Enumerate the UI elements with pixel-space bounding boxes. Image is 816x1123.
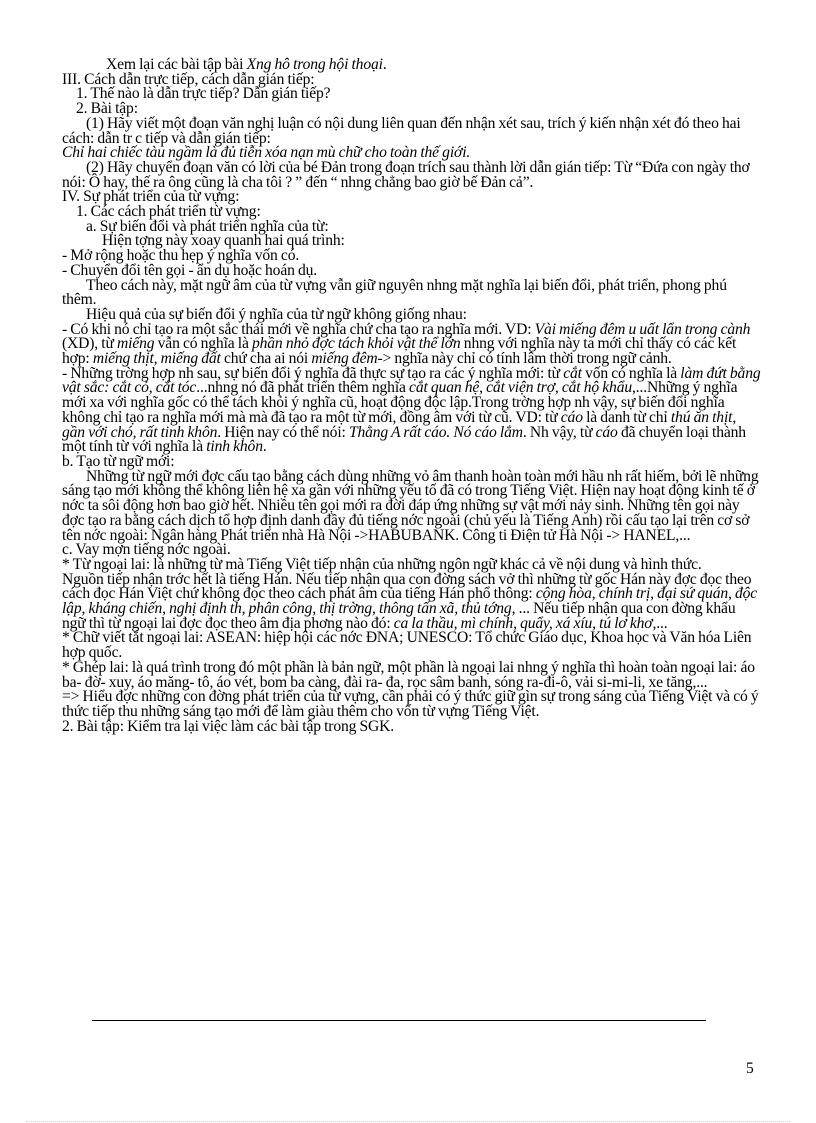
- document-body: [62, 58, 762, 734]
- page-number: 5: [746, 1060, 754, 1077]
- paragraph: Hiệu quả của sự biến đổi ý nghĩa của từ ngữ không giống nhau:: [86, 305, 467, 323]
- bullet-paragraph: - Những trờng hợp nh sau, sự biến đổi ý nghĩa đã thực sự tạo ra các ý nghĩa mới: từ cắt vốn có nghĩa là làm đứt bằng vật sắc: cắt cỏ, cắt tóc...nhng nó đã phát triển thêm nghĩa cắt quan hệ, cắt viện trợ, cắt hộ khẩu,...Những ý nghĩa mới xa với nghĩa gốc có thể tách khỏi ý nghĩa cũ, hoạt động độc lập.Trong trờng hợp nh vậy, sự biến đổi nghĩa không chỉ tạo ra nghĩa mới mà mà đã tạo ra một từ mới, đồng âm với từ cũ. VD: từ cáo là danh từ chỉ thú ăn thịt, gần với chó, rất tinh khôn. Hiện nay có thể nói: Thằng A rất cáo. Nó cáo lắm. Nh vậy, từ cáo đã chuyển loại thành một tính từ với nghĩa là tinh khôn.: [62, 364, 761, 456]
- exercise-1: (1) Hãy viết một đoạn văn nghị luận có nội dung liên quan đến nhận xét sau, trích ý kiến nhận xét đó theo hai cách: dẫn tr c tiếp và dẫn gián tiếp:: [62, 114, 741, 147]
- subheading-a: a. Sự biến đổi và phát triển nghĩa của từ:: [86, 217, 329, 235]
- bullet-item: - Chuyển đổi tên gọi - ẩn dụ hoặc hoán dụ.: [62, 261, 318, 279]
- paragraph: * Từ ngoại lai: là những từ mà Tiếng Việt tiếp nhận của những ngôn ngữ khác cả về nội dung và hình thức.: [62, 555, 702, 573]
- subheading-1: 1. Các cách phát triển từ vựng:: [76, 203, 261, 221]
- paragraph: * Ghép lai: là quá trình trong đó một phần là bản ngữ, một phần là ngoại lai nhng ý nghĩa thì hoàn toàn ngoại lai: áo ba- đờ- xuy, áo măng- tô, áo vét, bom ba càng, đài ra- đa, rọc sâm banh, sóng ra-đi-ô, vải si-mi-li, xe tăng,...: [62, 658, 755, 691]
- subheading-c: c. Vay mợn tiếng nớc ngoài.: [62, 541, 231, 559]
- exercise-heading: 2. Bài tập:: [76, 100, 138, 118]
- heading-III: III. Cách dẫn trực tiếp, cách dẫn gián tiếp:: [62, 70, 315, 88]
- exercise-2: (2) Hãy chuyển đoạn văn có lời của bé Đản trong đoạn trích sau thành lời dẫn gián tiếp: Từ “Đứa con ngày thơ nói: Ô hay, thế ra ông cũng là cha tôi ? ” đến “ nhng chẳng bao giờ bế Đản cả”.: [62, 158, 750, 191]
- review-line: Xem lại các bài tập bài Xng hô trong hội thoại.: [106, 56, 387, 73]
- question-1: 1. Thế nào là dẫn trực tiếp? Dẫn gián tiếp?: [76, 85, 331, 103]
- page-edge: [26, 1121, 790, 1122]
- bullet-paragraph: - Có khi nó chỉ tạo ra một sắc thái mới về nghĩa chứ cha tạo ra nghĩa mới. VD: Vài miếng đêm u uất lẩn trong cành (XD), từ miếng vẫn có nghĩa là phần nhỏ đợc tách khỏi vật thể lớn nhng với nghĩa này ta mới chỉ thấy có các kết hợp: miếng thịt, miếng đất chứ cha ai nói miếng đêm-> nghĩa này chỉ có tính lâm thời trong ngữ cảnh.: [62, 320, 751, 368]
- paragraph: Hiện tợng này xoay quanh hai quá trình:: [102, 232, 345, 250]
- quote-line: Chỉ hai chiếc tàu ngầm là đủ tiễn xóa nạn mù chữ cho toàn thế giới.: [62, 144, 471, 162]
- paragraph: => Hiểu đợc những con đờng phát triển của từ vựng, cần phải có ý thức giữ gìn sự trong sáng của Tiếng Việt và có ý thức tiếp thu những sáng tạo mới để làm giàu thêm cho vốn từ vựng Tiếng Việt.: [62, 688, 759, 720]
- heading-IV: IV. Sự phát triển của từ vựng:: [62, 188, 240, 206]
- paragraph: Theo cách này, mặt ngữ âm của từ vựng vẫn giữ nguyên nhng mặt nghĩa lại biến đổi, phát triển, phong phú thêm.: [62, 276, 727, 309]
- bullet-item: - Mở rộng hoặc thu hẹp ý nghĩa vốn có.: [62, 247, 300, 265]
- subheading-b: b. Tạo từ ngữ mới:: [62, 452, 175, 470]
- paragraph: * Chữ viết tắt ngoại lai: ASEAN: hiệp hội các nớc ĐNA; UNESCO: Tổ chức Giáo dục, Khoa học và Văn hóa Liên hợp quốc.: [62, 629, 752, 662]
- paragraph: Những từ ngữ mới đợc cấu tạo bằng cách dùng những vỏ âm thanh hoàn toàn mới hầu nh rất hiếm, bởi lẽ những sáng tạo mới không thể không liên hệ xa gần với những yếu tố đã có trong Tiếng Việt. Hiện nay hoạt động kinh tế ở nớc ta sôi động hơn bao giờ hết. Nhiều tên gọi mới ra đời đáp ứng những sự vật mới nảy sinh. Những tên gọi này đợc tạo ra bằng cách dịch tổ hợp định danh đầy đủ tiếng nớc ngoài (chủ yếu là Tiếng Anh) rồi cấu tạo lại trên cơ sở tên nớc ngoài: Ngân hàng Phát triển nhà Hà Nội ->HABUBANK. Công ti Điện tử Hà Nội -> HANEL,...: [62, 467, 759, 544]
- divider: [92, 1020, 706, 1021]
- exercise-line: 2. Bài tập: Kiểm tra lại việc làm các bài tập trong SGK.: [62, 717, 395, 735]
- paragraph: Nguồn tiếp nhận trớc hết là tiếng Hán. Nếu tiếp nhận qua con đờng sách vở thì những từ gốc Hán này đợc đọc theo cách đọc Hán Việt chứ không đọc theo cách phát âm của tiếng Hán phổ thông: cộng hòa, chính trị, đại sứ quán, độc lập, kháng chiến, nghị định th, phân công, thị trờng, thông tấn xã, thủ tớng, ... Nếu tiếp nhận qua con đờng khẩu ngữ thì từ ngoại lai đợc đọc theo âm địa phơng nào đó: ca la thầu, mì chính, quẩy, xá xíu, tú lơ khơ,...: [62, 570, 758, 632]
